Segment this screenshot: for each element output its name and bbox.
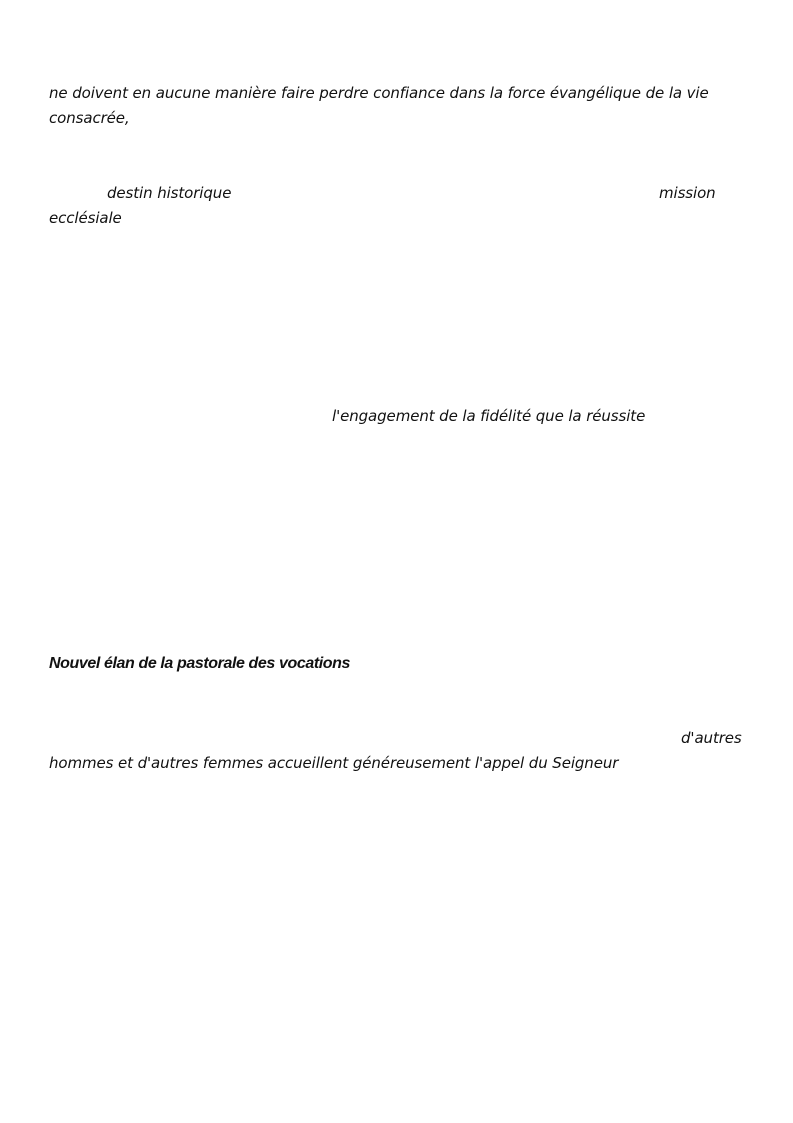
paragraph-1-line-2: consacrée, [49,109,130,127]
paragraph-2-mission: mission [659,184,716,202]
paragraph-2-ecclesiale: ecclésiale [49,209,122,227]
paragraph-1-line-1: ne doivent en aucune manière faire perdre confiance dans la force évangélique de la vie [49,84,709,102]
paragraph-4-line-2: hommes et d'autres femmes accueillent généreusement l'appel du Seigneur [49,754,619,772]
paragraph-4-dautres: d'autres [681,729,742,747]
section-heading: Nouvel élan de la pastorale des vocations [49,655,351,672]
paragraph-2-destin-historique: destin historique [107,184,232,202]
paragraph-3-engagement-fidelite: l'engagement de la fidélité que la réussite [332,407,646,425]
